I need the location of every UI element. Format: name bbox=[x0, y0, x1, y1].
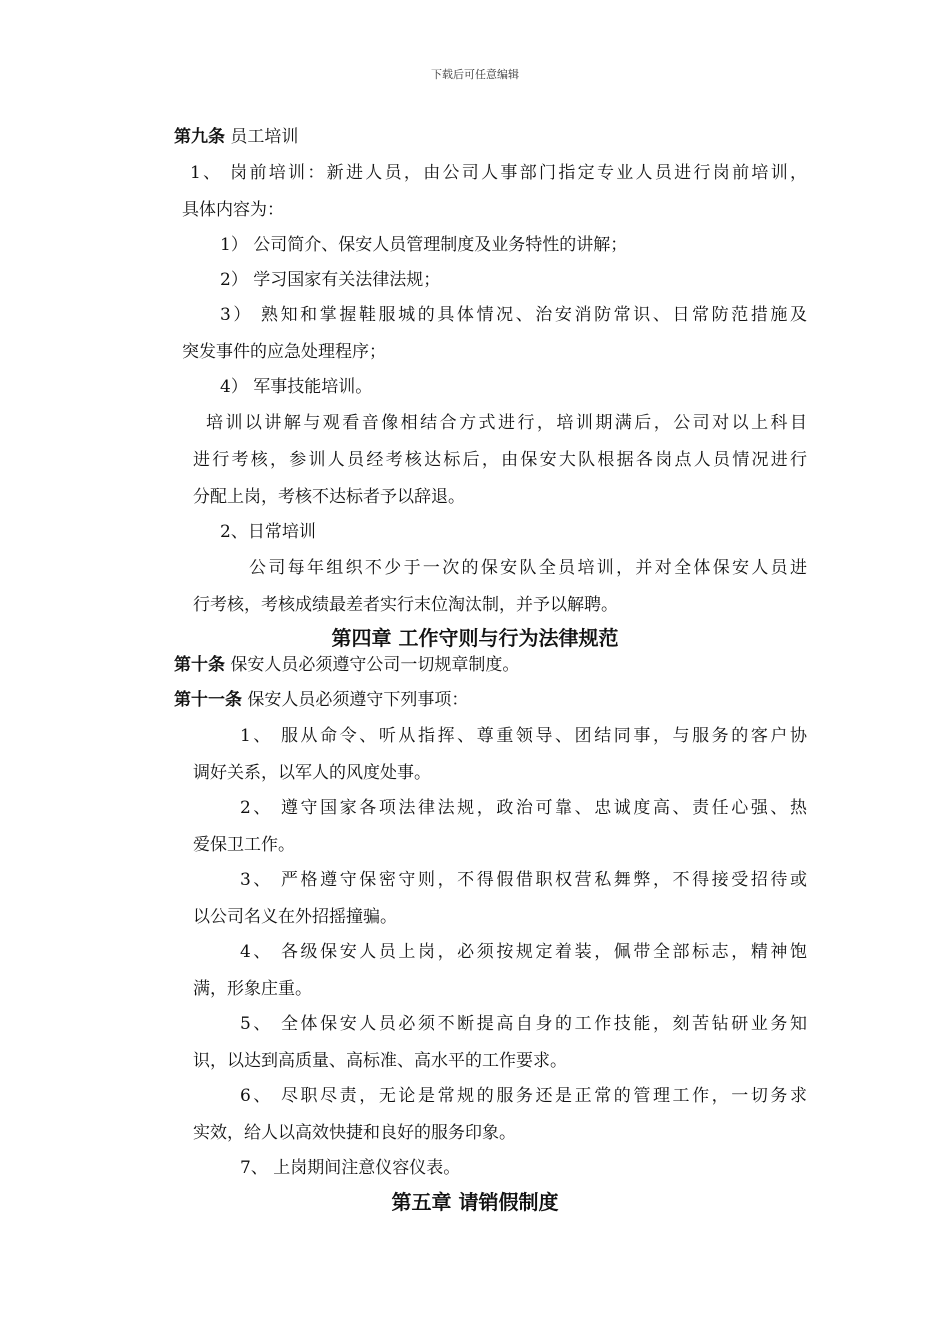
article-9-paragraph-line-2: 进行考核，参训人员经考核达标后，由保安大队根据各岗点人员情况进行 bbox=[193, 450, 807, 470]
article-10-text: 保安人员必须遵守公司一切规章制度。 bbox=[230, 655, 520, 675]
article-11-label: 第十一条 bbox=[174, 690, 242, 710]
article-9-heading bbox=[174, 127, 298, 147]
article-9-item-2: 2、日常培训 bbox=[220, 522, 316, 542]
article-9-item-1-line-1: 1、 岗前培训：新进人员，由公司人事部门指定专业人员进行岗前培训， bbox=[190, 163, 807, 183]
article-9-sub-3-line-1: 3） 熟知和掌握鞋服城的具体情况、治安消防常识、日常防范措施及 bbox=[220, 305, 807, 325]
article-9-label: 第九条 bbox=[174, 127, 225, 147]
article-9-title: 员工培训 bbox=[230, 127, 299, 147]
chapter-5-title: 第五章 请销假制度 bbox=[391, 1190, 559, 1214]
article-11-item-5-line-1: 5、 全体保安人员必须不断提高自身的工作技能，刻苦钻研业务知 bbox=[240, 1014, 807, 1034]
article-10-label: 第十条 bbox=[174, 655, 225, 675]
article-11-item-2-line-1: 2、 遵守国家各项法律法规，政治可靠、忠诚度高、责任心强、热 bbox=[240, 798, 807, 818]
article-9-item-1-line-2: 具体内容为： bbox=[182, 200, 284, 220]
chapter-4-title: 第四章 工作守则与行为法律规范 bbox=[331, 626, 619, 650]
article-11-item-6-line-1: 6、 尽职尽责，无论是常规的服务还是正常的管理工作，一切务求 bbox=[240, 1086, 807, 1106]
article-9-sub-3-line-2: 突发事件的应急处理程序； bbox=[182, 342, 386, 362]
article-9-paragraph-line-1: 培训以讲解与观看音像相结合方式进行，培训期满后，公司对以上科目 bbox=[206, 413, 807, 433]
article-11-item-4-line-2: 满，形象庄重。 bbox=[193, 979, 312, 999]
article-9-paragraph-line-3: 分配上岗，考核不达标者予以辞退。 bbox=[193, 487, 465, 507]
article-11-item-2-line-2: 爱保卫工作。 bbox=[193, 835, 295, 855]
article-11-item-5-line-2: 识，以达到高质量、高标准、高水平的工作要求。 bbox=[193, 1051, 567, 1071]
article-11-item-7: 7、 上岗期间注意仪容仪表。 bbox=[240, 1158, 461, 1178]
article-9-sub-4: 4） 军事技能培训。 bbox=[220, 377, 373, 397]
article-11-text: 保安人员必须遵守下列事项： bbox=[247, 690, 469, 710]
article-9-item-2-line-2: 行考核，考核成绩最差者实行末位淘汰制，并予以解聘。 bbox=[193, 595, 618, 615]
article-9-sub-1: 1） 公司简介、保安人员管理制度及业务特性的讲解； bbox=[220, 235, 628, 255]
article-11-item-1-line-2: 调好关系，以军人的风度处事。 bbox=[193, 763, 431, 783]
article-9-sub-2: 2） 学习国家有关法律法规； bbox=[220, 270, 441, 290]
article-11 bbox=[174, 690, 468, 710]
article-11-item-4-line-1: 4、 各级保安人员上岗，必须按规定着装，佩带全部标志，精神饱 bbox=[240, 942, 807, 962]
article-11-item-3-line-2: 以公司名义在外招摇撞骗。 bbox=[193, 907, 397, 927]
article-11-item-6-line-2: 实效，给人以高效快捷和良好的服务印象。 bbox=[193, 1123, 516, 1143]
article-9-item-2-line-1: 公司每年组织不少于一次的保安队全员培训，并对全体保安人员进 bbox=[249, 558, 807, 578]
article-11-item-3-line-1: 3、 严格遵守保密守则，不得假借职权营私舞弊，不得接受招待或 bbox=[240, 870, 807, 890]
article-11-item-1-line-1: 1、 服从命令、听从指挥、尊重领导、团结同事，与服务的客户协 bbox=[240, 726, 807, 746]
article-10 bbox=[174, 655, 519, 675]
page-header: 下载后可任意编辑 bbox=[431, 68, 519, 81]
